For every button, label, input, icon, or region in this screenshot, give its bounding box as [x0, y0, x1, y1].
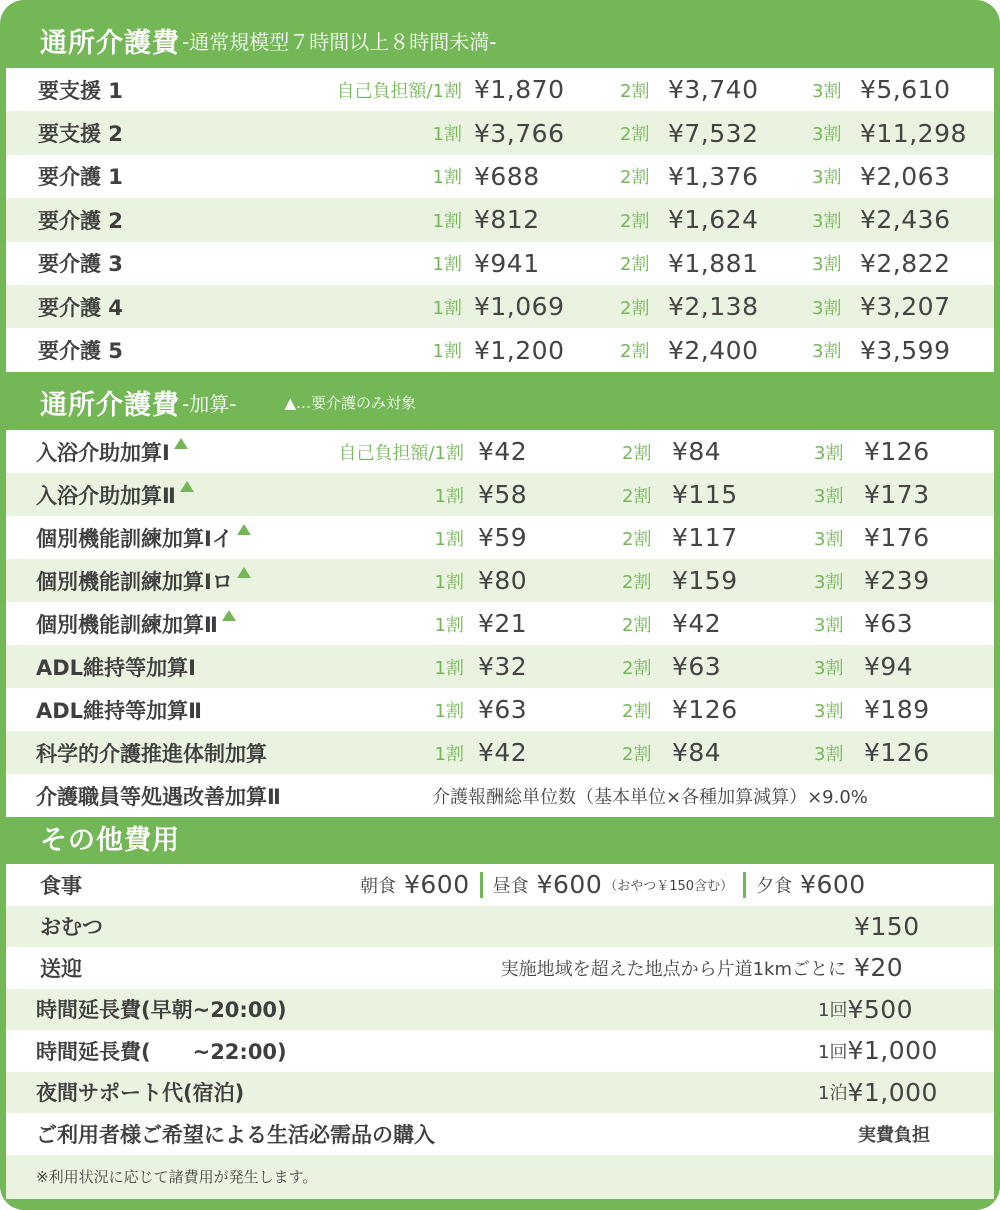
- section1-subtitle: -通常規模型７時間以上８時間未満-: [182, 29, 497, 54]
- row-label: 科学的介護推進体制加算: [36, 741, 267, 766]
- table-row: [6, 242, 994, 285]
- rate-value: ¥42: [478, 738, 528, 767]
- rate-tag: 2割: [622, 528, 652, 550]
- rate-tag: 自己負担額/1割: [336, 80, 462, 102]
- rate-value: ¥159: [672, 566, 738, 595]
- rate-value: ¥59: [478, 523, 528, 552]
- section2-note: ▲…要介護のみ対象: [284, 393, 416, 412]
- rate-tag: 3割: [814, 743, 844, 765]
- table-row: [6, 285, 994, 328]
- rate-value: ¥21: [478, 609, 528, 638]
- rate-value: ¥126: [864, 437, 930, 466]
- rate-tag: 2割: [620, 254, 650, 276]
- rate-tag: 1割: [434, 614, 464, 636]
- footnote-row: [6, 1155, 994, 1199]
- rate-tag: 2割: [622, 700, 652, 722]
- lunch-value: ¥600: [536, 870, 603, 900]
- row-value: ¥150: [854, 911, 920, 941]
- row-label: ADL維持等加算Ⅰ: [36, 655, 196, 680]
- rate-tag: 1割: [434, 571, 464, 593]
- rate-value: ¥126: [864, 738, 930, 767]
- rate-tag: 3割: [814, 485, 844, 507]
- row-value: 実費負担: [858, 1124, 930, 1146]
- section3-header: [0, 810, 1000, 864]
- row-value: ¥500: [847, 994, 914, 1024]
- rate-tag: 2割: [620, 80, 650, 102]
- table-row: [6, 430, 994, 473]
- rate-value: ¥32: [478, 652, 528, 681]
- rate-value: ¥80: [478, 566, 528, 595]
- table-row: [6, 645, 994, 688]
- row-label: 要介護 5: [38, 339, 123, 364]
- section2-table: [6, 430, 994, 817]
- rate-value: ¥3,740: [668, 75, 759, 105]
- rate-value: ¥1,200: [474, 335, 565, 365]
- rate-tag: 1割: [432, 124, 462, 146]
- rate-tag: 自己負担額/1割: [338, 442, 464, 464]
- dinner-value: ¥600: [800, 870, 866, 900]
- divider: [480, 872, 483, 898]
- section2-header: [0, 374, 1000, 430]
- row-note: 介護報酬総単位数（基本単位×各種加算減算）×9.0%: [432, 786, 868, 808]
- rate-tag: 1割: [434, 528, 464, 550]
- extension-row: [6, 989, 994, 1031]
- goods-row: [6, 1113, 994, 1155]
- rate-value: ¥2,436: [860, 205, 951, 235]
- rate-tag: 1割: [432, 254, 462, 276]
- rate-tag: 1割: [434, 700, 464, 722]
- rate-value: ¥1,624: [668, 205, 759, 235]
- rate-tag: 1割: [432, 341, 462, 363]
- breakfast-label: 朝食: [360, 875, 396, 897]
- meal-row: [6, 864, 994, 906]
- rate-tag: 2割: [622, 485, 652, 507]
- rate-value: ¥42: [478, 437, 528, 466]
- row-value: ¥20: [854, 953, 904, 983]
- section1-header: [0, 14, 1000, 66]
- row-label: 個別機能訓練加算Ⅰイ: [36, 526, 233, 551]
- row-unit: 1泊: [818, 1083, 848, 1105]
- rate-tag: 2割: [620, 210, 650, 232]
- night-support-row: [6, 1072, 994, 1114]
- rate-tag: 3割: [814, 700, 844, 722]
- rate-value: ¥1,069: [474, 292, 565, 322]
- rate-tag: 1割: [432, 297, 462, 319]
- row-label: 個別機能訓練加算Ⅱ: [36, 612, 218, 637]
- rate-value: ¥58: [478, 480, 528, 509]
- rate-tag: 2割: [622, 743, 652, 765]
- table-row: [6, 328, 994, 371]
- care-only-marker-icon: [222, 610, 236, 621]
- table-row: [6, 516, 994, 559]
- diaper-row: [6, 906, 994, 948]
- rate-tag: 3割: [812, 341, 842, 363]
- rate-value: ¥1,881: [668, 248, 759, 278]
- breakfast-value: ¥600: [404, 870, 470, 900]
- rate-value: ¥2,400: [668, 335, 759, 365]
- rate-tag: 2割: [622, 657, 652, 679]
- row-label: 要支援 1: [38, 78, 123, 103]
- row-label: 要支援 2: [38, 122, 123, 147]
- rate-value: ¥126: [672, 695, 738, 724]
- row-label: おむつ: [40, 915, 103, 940]
- lunch-label: 昼食: [492, 875, 529, 897]
- rate-value: ¥84: [672, 738, 722, 767]
- rate-tag: 3割: [814, 571, 844, 593]
- rate-value: ¥2,822: [860, 248, 951, 278]
- row-label: 食事: [40, 873, 82, 898]
- footnote: ※利用状況に応じて諸費用が発生します。: [36, 1168, 318, 1186]
- rate-tag: 2割: [620, 167, 650, 189]
- rate-value: ¥115: [672, 480, 738, 509]
- rate-tag: 2割: [620, 124, 650, 146]
- row-label: 個別機能訓練加算Ⅰロ: [36, 569, 233, 594]
- rate-tag: 3割: [812, 210, 842, 232]
- row-label: ADL維持等加算Ⅱ: [36, 698, 202, 723]
- rate-tag: 1割: [434, 485, 464, 507]
- section2-subtitle: -加算-: [182, 391, 237, 416]
- rate-value: ¥63: [864, 609, 914, 638]
- rate-tag: 3割: [814, 614, 844, 636]
- section1-title: 通所介護費: [40, 27, 180, 59]
- row-label: ご利用者様ご希望による生活必需品の購入: [36, 1122, 435, 1147]
- row-label: 夜間サポート代(宿泊): [36, 1081, 245, 1106]
- rate-tag: 1割: [434, 657, 464, 679]
- table-row: [6, 731, 994, 774]
- table-row: [6, 473, 994, 516]
- rate-value: ¥63: [672, 652, 722, 681]
- care-only-marker-icon: [174, 438, 188, 449]
- row-unit: 1回: [818, 1041, 848, 1063]
- row-value: ¥1,000: [847, 1077, 938, 1107]
- rate-tag: 3割: [812, 80, 842, 102]
- divider: [743, 872, 746, 898]
- rate-value: ¥11,298: [860, 118, 967, 148]
- rate-value: ¥7,532: [668, 118, 759, 148]
- rate-tag: 2割: [622, 442, 652, 464]
- section3-title: その他費用: [40, 824, 180, 856]
- rate-value: ¥63: [478, 695, 528, 724]
- rate-tag: 3割: [812, 167, 842, 189]
- table-row: [6, 111, 994, 154]
- rate-tag: 3割: [812, 124, 842, 146]
- rate-tag: 3割: [814, 528, 844, 550]
- table-row: [6, 688, 994, 731]
- rate-tag: 2割: [620, 297, 650, 319]
- rate-tag: 1割: [434, 743, 464, 765]
- rate-tag: 1割: [432, 210, 462, 232]
- table-row: [6, 155, 994, 198]
- rate-value: ¥812: [474, 205, 540, 235]
- rate-value: ¥173: [864, 480, 930, 509]
- rate-value: ¥1,870: [474, 75, 565, 105]
- care-only-marker-icon: [237, 567, 251, 578]
- rate-tag: 3割: [812, 254, 842, 276]
- rate-value: ¥688: [474, 161, 540, 191]
- rate-value: ¥1,376: [668, 161, 759, 191]
- dinner-label: 夕食: [756, 875, 793, 897]
- transport-row: [6, 947, 994, 989]
- rate-value: ¥5,610: [860, 75, 951, 105]
- row-label: 時間延長費(早朝~20:00): [36, 998, 287, 1023]
- care-only-marker-icon: [237, 524, 251, 535]
- row-note: 実施地域を超えた地点から片道1kmごとに: [500, 958, 846, 980]
- row-label: 入浴介助加算Ⅰ: [36, 440, 170, 465]
- rate-value: ¥2,138: [668, 292, 759, 322]
- section3-table: [6, 864, 994, 1199]
- rate-value: ¥3,599: [860, 335, 951, 365]
- row-label: 要介護 4: [38, 295, 123, 320]
- rate-value: ¥94: [864, 652, 914, 681]
- extension-row: [6, 1030, 994, 1072]
- row-label: 要介護 2: [38, 208, 123, 233]
- row-label: 要介護 3: [38, 252, 123, 277]
- lunch-note: （おやつ￥150含む）: [604, 879, 734, 895]
- rate-tag: 3割: [814, 442, 844, 464]
- row-label: 要介護 1: [38, 165, 123, 190]
- table-row: [6, 559, 994, 602]
- section1-table: [6, 68, 994, 372]
- row-label: 介護職員等処遇改善加算Ⅱ: [36, 784, 281, 809]
- row-label: 時間延長費( ~22:00): [36, 1039, 287, 1064]
- rate-value: ¥42: [672, 609, 722, 638]
- row-label: 送迎: [40, 956, 82, 981]
- section2-title: 通所介護費: [40, 389, 180, 421]
- table-row: [6, 602, 994, 645]
- rate-value: ¥84: [672, 437, 722, 466]
- rate-value: ¥3,207: [860, 292, 951, 322]
- row-unit: 1回: [818, 1000, 848, 1022]
- rate-tag: 1割: [432, 167, 462, 189]
- rate-value: ¥3,766: [474, 118, 565, 148]
- rate-tag: 2割: [622, 571, 652, 593]
- table-row: [6, 198, 994, 241]
- rate-value: ¥239: [864, 566, 930, 595]
- rate-tag: 2割: [620, 341, 650, 363]
- table-row: [6, 68, 994, 111]
- rate-value: ¥176: [864, 523, 930, 552]
- care-only-marker-icon: [180, 481, 194, 492]
- rate-value: ¥2,063: [860, 161, 951, 191]
- rate-value: ¥189: [864, 695, 930, 724]
- rate-tag: 3割: [814, 657, 844, 679]
- rate-tag: 3割: [812, 297, 842, 319]
- row-label: 入浴介助加算Ⅱ: [36, 483, 176, 508]
- rate-tag: 2割: [622, 614, 652, 636]
- row-value: ¥1,000: [847, 1036, 938, 1066]
- rate-value: ¥941: [474, 248, 540, 278]
- rate-value: ¥117: [672, 523, 738, 552]
